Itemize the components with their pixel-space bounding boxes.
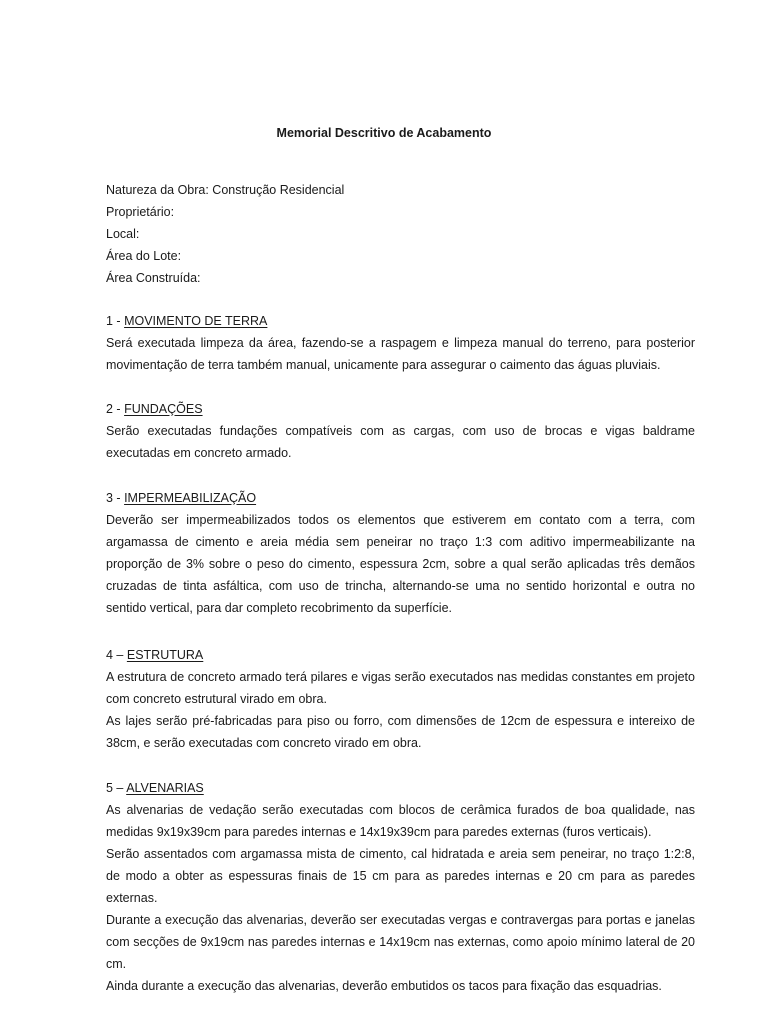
section-paragraph: A estrutura de concreto armado terá pilares e vigas serão executados nas medidas constantes em projeto com concreto estrutural virado em obra. [106, 670, 695, 706]
project-info [106, 179, 696, 289]
section-paragraph: Durante a execução das alvenarias, deverão ser executadas vergas e contravergas para portas e janelas com secções de 9x19cm nas paredes internas e 14x19cm nas externas, como apoio mínimo lateral de 20 cm. [106, 913, 695, 971]
section-paragraph: Deverão ser impermeabilizados todos os elementos que estiverem em contato com a terra, com argamassa de cimento e areia média sem peneirar no traço 1:3 com aditivo impermeabilizante na proporção de 3% sobre o peso do cimento, espessura 2cm, sobre a qual serão aplicadas três demãos cruzadas de tinta asfáltica, com uso de trincha, alternando-se uma no sentido horizontal e outra no sentido vertical, para dar completo recobrimento da superfície. [106, 513, 695, 615]
section-heading [106, 310, 695, 332]
section-number: 2 - [106, 402, 121, 416]
section-number: 4 – [106, 648, 124, 662]
section-heading [106, 777, 695, 799]
section-paragraph: Será executada limpeza da área, fazendo-se a raspagem e limpeza manual do terreno, para posterior movimentação de terra também manual, unicamente para assegurar o caimento das águas pluviais. [106, 336, 695, 372]
section-movimento-de-terra [106, 310, 695, 376]
section-title: MOVIMENTO DE TERRA [124, 314, 268, 328]
section-estrutura [106, 644, 695, 754]
info-built-area: Área Construída: [106, 271, 201, 285]
info-owner: Proprietário: [106, 205, 175, 219]
document-title: Memorial Descritivo de Acabamento [276, 126, 492, 140]
section-heading [106, 487, 695, 509]
section-paragraph: As lajes serão pré-fabricadas para piso ou forro, com dimensões de 12cm de espessura e intereixo de 38cm, e serão executadas com concreto virado em obra. [106, 714, 695, 750]
section-title: ALVENARIAS [126, 781, 204, 795]
section-fundacoes [106, 398, 695, 464]
section-paragraph: Serão executadas fundações compatíveis com as cargas, com uso de brocas e vigas baldrame executadas em concreto armado. [106, 424, 695, 460]
info-nature: Natureza da Obra: Construção Residencial [106, 183, 345, 197]
info-lot-area: Área do Lote: [106, 249, 182, 263]
section-number: 3 - [106, 491, 121, 505]
section-title: IMPERMEABILIZAÇÃO [124, 491, 257, 505]
section-paragraph: Ainda durante a execução das alvenarias, deverão embutidos os tacos para fixação das esquadrias. [106, 979, 662, 993]
section-title: FUNDAÇÕES [124, 402, 203, 416]
section-heading [106, 398, 695, 420]
section-number: 1 - [106, 314, 121, 328]
section-number: 5 – [106, 781, 124, 795]
section-paragraph: Serão assentados com argamassa mista de cimento, cal hidratada e areia sem peneirar, no traço 1:2:8, de modo a obter as espessuras finais de 15 cm para as paredes internas e 20 cm para as paredes externas. [106, 847, 695, 905]
section-alvenarias [106, 777, 695, 997]
section-paragraph: As alvenarias de vedação serão executadas com blocos de cerâmica furados de boa qualidade, nas medidas 9x19x39cm para paredes internas e 14x19x39cm para paredes externas (furos verticais). [106, 803, 695, 839]
section-impermeabilizacao [106, 487, 695, 619]
section-heading [106, 644, 695, 666]
section-title: ESTRUTURA [126, 648, 204, 662]
info-location: Local: [106, 227, 140, 241]
